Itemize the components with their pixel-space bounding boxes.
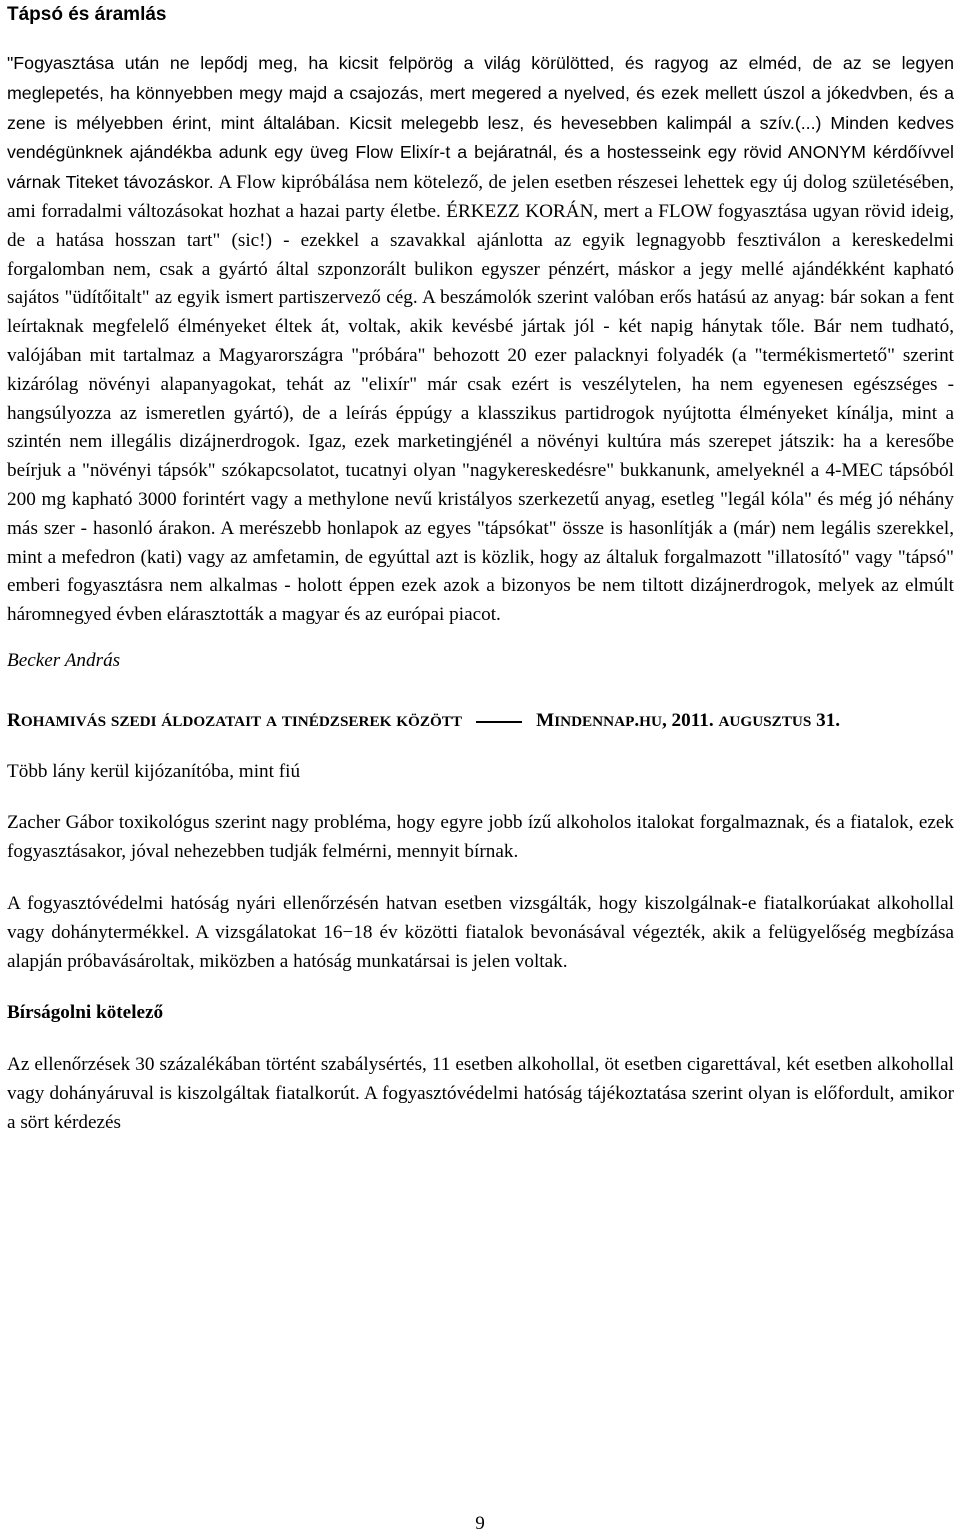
article-title: Tápsó és áramlás <box>7 4 167 25</box>
section-heading: Bírságolni kötelező <box>7 1001 164 1023</box>
article-subtitle: Több lány kerül kijózanítóba, mint fiú <box>7 760 301 782</box>
document-page <box>7 0 954 1137</box>
quote-paragraph <box>7 49 954 630</box>
page-number: 9 <box>475 1513 485 1534</box>
body-paragraph-2: A fogyasztóvédelmi hatóság nyári ellenőrzésén hatvan esetben vizsgálták, hogy kiszolgálnak-e fiatalkorúakat alkohollal vagy dohánytermékkel. A vizsgálatokat 16−18 év közötti fiatalok bevonásával végezték, akik a felügyelőség megbízása alapján próbavásároltak, miközben a hatóság munkatársai is jelen voltak. <box>7 892 954 972</box>
quote-text-sans: "Fogyasztása után ne lepődj meg, ha kicsit felpörög a világ körülötted, és ragyog az elméd, de az se legyen meglepetés, ha könnyebben megy majd a csajozás, mert megered a nyelved, és ezek mellett úszol a jókedvben, és a zene is mélyebben érint, mint általában. Kicsit melegebb lesz, és hevesebben kalimpál a szív.(...) Minden kedves vendégünknek ajándékba adunk egy üveg Flow Elixír-t a bejáratnál, és a hostesseink egy rövid ANONYM kérdőívvel várnak Titeket távozáskor. <box>7 53 954 193</box>
author-signature: Becker András <box>7 649 121 671</box>
quote-text-serif: A Flow kipróbálása nem kötelező, de jelen esetben részesei lehettek egy új dolog születésében, ami forradalmi változásokat hozhat a hazai party életbe. ÉRKEZZ KORÁN, mert a FLOW fogyasztása ugyan rövid ideig, de a hatása hosszan tart" (sic!) - ezekkel a szavakkal ajánlotta az egyik legnagyobb fesztiválon a kereskedelmi forgalomban nem, csak a gyártó által szponzorált bulikon egyszer pénzért, máskor a jegy mellé ajándékként kapható sajátos "üdítőitalt" az egyik ismert partiszervező cég. A beszámolók szerint valóban erős hatású az anyag: bár sokan a fent leírtaknak megfelelő élményeket éltek át, voltak, akik kevésbé jártak jól - két napig hánytak tőle. Bár nem tudható, valójában mit tartalmaz a Magyarországra "próbára" behozott 20 ezer palacknyi folyadék (a "termékismertető" szerint kizárólag növényi alapanyagokat, tehát az "elixír" már csak ezért is veszélytelen, ha nem egyenesen egészséges - hangsúlyozza az ismeretlen gyártó), de a leírás éppúgy a klasszikus partidrogok nyújtotta élményeket kínálja, mint a szintén nem illegális dizájnerdrogok. Igaz, ezek marketingjénél a növényi kultúra más szerepet játszik: ha a keresőbe beírjuk a "növényi tápsók" szókapcsolatot, tucatnyi olyan "nagykereskedésre" bukkanunk, amelyeknél a 4-MEC tápsóból 200 mg kapható 3000 forintért vagy a methylone nevű kristályos szerkezetű anyag, esetleg "legál kóla" és még jó néhány más szer - hasonló árakon. A merészebb honlapok az egyes "tápsókat" össze is hasonlítják a (már) nem legális szerekkel, mint a mefedron (kati) vagy az amfetamin, de egyúttal azt is közlik, hogy az általuk forgalmazott "illatosító" vagy "tápsó" emberi fogyasztásra nem alkalmas - holott éppen ezek azok a bizonyos be nem tiltott dizájnerdrogok, melyek az elmúlt háromnegyed évben elárasztották a magyar és az európai piacot. <box>7 172 954 626</box>
body-paragraph-1: Zacher Gábor toxikológus szerint nagy probléma, hogy egyre jobb ízű alkoholos italokat forgalmaznak, és a fiatalok, ezek fogyasztásakor, jóval nehezebben tudják felmérni, mennyit bírnak. <box>7 811 954 862</box>
body-paragraph-3: Az ellenőrzések 30 százalékában történt szabálysértés, 11 esetben alkohollal, öt esetben cigarettával, két esetben alkohollal vagy dohányáruval is kiszolgáltak fiatalkorút. A fogyasztóvédelmi hatóság tájékoztatása szerint olyan is előfordult, amikor a sört kérdezés <box>7 1053 954 1133</box>
em-dash <box>476 721 522 723</box>
source-headline: ROHAMIVÁS SZEDI ÁLDOZATAIT A TINÉDZSEREK KÖZÖTT MINDENNAP.HU, 2011. AUGUSZTUS 31. <box>7 709 841 731</box>
